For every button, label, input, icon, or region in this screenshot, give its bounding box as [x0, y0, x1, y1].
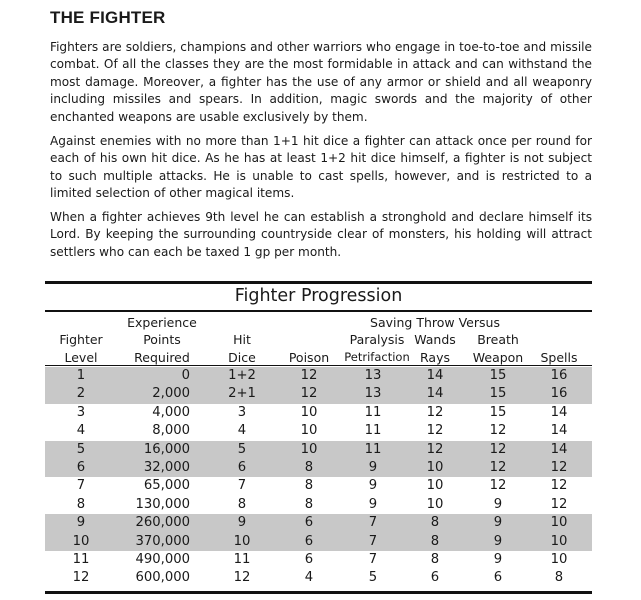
- cell-dice: 8: [237, 496, 247, 512]
- header-xp-line1: Experience: [127, 315, 197, 330]
- cell-breath: 15: [489, 386, 507, 402]
- cell-spells: 12: [550, 496, 568, 512]
- table-row: [45, 367, 592, 385]
- cell-dice: 3: [237, 404, 247, 420]
- cell-wands: 8: [430, 552, 440, 567]
- cell-poison: 12: [300, 368, 318, 383]
- header-poison: Poison: [288, 350, 330, 365]
- cell-wands: 10: [426, 460, 444, 475]
- table-bottom-rule: [45, 591, 592, 594]
- cell-poison: 8: [304, 460, 314, 475]
- cell-breath: 6: [493, 570, 503, 586]
- fighter-progression-table: [45, 281, 592, 594]
- cell-spells: 14: [550, 441, 568, 457]
- header-saving-group: Saving Throw Versus: [370, 315, 500, 330]
- intro-paragraph: Fighters are soldiers, champions and other warriors who engage in toe-to-toe and missile combat. Of all the classes they are the most formidable in attack and can withstand the most damage. Moreover, a fighter has the use of any armor or shield and all weaponry including missiles and spears. In addition, magic swords and the majority of other enchanted weapons are usable exclusively by them.: [50, 40, 592, 124]
- cell-poison: 12: [300, 386, 318, 402]
- cell-xp: 2,000: [152, 386, 190, 402]
- cell-level: 10: [72, 533, 90, 549]
- cell-paralysis: 5: [368, 570, 378, 586]
- cell-breath: 12: [489, 441, 507, 457]
- table-row: [45, 441, 592, 459]
- cell-breath: 9: [493, 552, 503, 567]
- header-dice-line1: Hit: [233, 332, 251, 347]
- cell-level: 11: [72, 552, 90, 567]
- cell-spells: 10: [550, 552, 568, 567]
- cell-level: 9: [76, 515, 86, 531]
- cell-xp: 130,000: [135, 496, 190, 512]
- section-heading: THE FIGHTER: [50, 8, 166, 27]
- table-row: [45, 422, 592, 440]
- cell-wands: 10: [426, 478, 444, 494]
- header-dice-line2: Dice: [228, 350, 256, 365]
- cell-xp: 260,000: [135, 515, 190, 531]
- cell-breath: 9: [493, 533, 503, 549]
- table-title: Fighter Progression: [234, 286, 403, 306]
- cell-level: 2: [76, 386, 86, 402]
- cell-xp: 16,000: [143, 441, 190, 457]
- cell-paralysis: 7: [368, 515, 378, 531]
- cell-xp: 0: [181, 368, 190, 383]
- cell-poison: 6: [304, 552, 314, 567]
- cell-dice: 4: [237, 423, 247, 439]
- cell-dice: 1+2: [228, 368, 256, 383]
- cell-wands: 14: [426, 386, 444, 402]
- cell-poison: 8: [304, 478, 314, 494]
- table-row: [45, 533, 592, 551]
- cell-xp: 490,000: [135, 552, 190, 567]
- cell-spells: 8: [554, 570, 564, 586]
- cell-paralysis: 13: [364, 386, 382, 402]
- cell-wands: 6: [430, 570, 440, 586]
- table-row: [45, 496, 592, 514]
- cell-dice: 6: [237, 460, 247, 475]
- cell-paralysis: 9: [368, 496, 378, 512]
- cell-dice: 9: [237, 515, 247, 531]
- table-row: [45, 385, 592, 403]
- cell-spells: 14: [550, 404, 568, 420]
- cell-spells: 10: [550, 533, 568, 549]
- cell-xp: 65,000: [143, 478, 190, 494]
- cell-xp: 4,000: [152, 404, 190, 420]
- cell-level: 3: [76, 404, 86, 420]
- cell-xp: 32,000: [143, 460, 190, 475]
- cell-spells: 14: [550, 423, 568, 439]
- header-level-line2: Level: [64, 350, 98, 365]
- header-paralysis-line1: Paralysis: [349, 332, 405, 347]
- header-wands-line2: Rays: [420, 350, 450, 365]
- stronghold-paragraph: When a fighter achieves 9th level he can establish a stronghold and declare himself its Lord. By keeping the surrounding countryside clear of monsters, his holding will attract settlers who can each be taxed 1 gp per month.: [50, 210, 592, 259]
- cell-dice: 10: [233, 533, 251, 549]
- cell-wands: 12: [426, 404, 444, 420]
- cell-spells: 16: [550, 386, 568, 402]
- cell-spells: 12: [550, 460, 568, 475]
- cell-level: 7: [76, 478, 86, 494]
- attacks-paragraph: Against enemies with no more than 1+1 hit dice a fighter can attack once per round for each of his own hit dice. As he has at least 1+2 hit dice himself, a fighter is not subject to such multiple attacks. He is unable to cast spells, however, and is restricted to a limited selection of other magical items.: [50, 134, 592, 201]
- cell-spells: 16: [550, 368, 568, 383]
- table-row: [45, 404, 592, 422]
- cell-level: 8: [76, 496, 86, 512]
- header-xp-line2: Points: [143, 332, 181, 347]
- cell-level: 6: [76, 460, 86, 475]
- cell-spells: 12: [550, 478, 568, 494]
- cell-breath: 12: [489, 460, 507, 475]
- header-level-line1: Fighter: [59, 332, 103, 347]
- cell-breath: 9: [493, 496, 503, 512]
- table-row: [45, 514, 592, 532]
- cell-poison: 8: [304, 496, 314, 512]
- cell-breath: 15: [489, 404, 507, 420]
- cell-dice: 7: [237, 478, 247, 494]
- cell-paralysis: 13: [364, 368, 382, 383]
- cell-xp: 370,000: [135, 533, 190, 549]
- cell-xp: 600,000: [135, 570, 190, 586]
- cell-paralysis: 11: [364, 441, 382, 457]
- cell-poison: 10: [300, 423, 318, 439]
- cell-wands: 12: [426, 423, 444, 439]
- cell-dice: 12: [233, 570, 251, 586]
- cell-dice: 5: [237, 441, 247, 457]
- cell-paralysis: 9: [368, 460, 378, 475]
- cell-wands: 10: [426, 496, 444, 512]
- cell-xp: 8,000: [152, 423, 190, 439]
- cell-poison: 6: [304, 533, 314, 549]
- cell-level: 4: [76, 423, 86, 439]
- cell-breath: 12: [489, 478, 507, 494]
- cell-breath: 15: [489, 368, 507, 383]
- cell-breath: 9: [493, 515, 503, 531]
- cell-wands: 14: [426, 368, 444, 383]
- cell-poison: 6: [304, 515, 314, 531]
- table-row: [45, 551, 592, 569]
- cell-spells: 10: [550, 515, 568, 531]
- cell-level: 12: [72, 570, 90, 586]
- header-paralysis-line2: Petrifaction: [344, 350, 410, 364]
- cell-wands: 8: [430, 515, 440, 531]
- table-row: [45, 459, 592, 477]
- header-breath-line1: Breath: [477, 332, 519, 347]
- header-xp-line3: Required: [134, 350, 190, 365]
- table-row: [45, 569, 592, 587]
- cell-dice: 11: [233, 552, 251, 567]
- cell-paralysis: 11: [364, 423, 382, 439]
- cell-poison: 4: [304, 570, 314, 586]
- cell-level: 1: [76, 368, 86, 383]
- header-breath-line2: Weapon: [472, 350, 524, 365]
- cell-wands: 8: [430, 533, 440, 549]
- cell-paralysis: 7: [368, 533, 378, 549]
- header-spells: Spells: [540, 350, 578, 365]
- cell-dice: 2+1: [228, 386, 256, 402]
- cell-poison: 10: [300, 404, 318, 420]
- cell-paralysis: 9: [368, 478, 378, 494]
- cell-paralysis: 7: [368, 552, 378, 567]
- header-underline: [45, 365, 592, 366]
- cell-breath: 12: [489, 423, 507, 439]
- cell-level: 5: [76, 441, 86, 457]
- table-row: [45, 477, 592, 495]
- table-title-rule: [45, 310, 592, 312]
- cell-poison: 10: [300, 441, 318, 457]
- cell-paralysis: 11: [364, 404, 382, 420]
- header-wands-line1: Wands: [414, 332, 456, 347]
- cell-wands: 12: [426, 441, 444, 457]
